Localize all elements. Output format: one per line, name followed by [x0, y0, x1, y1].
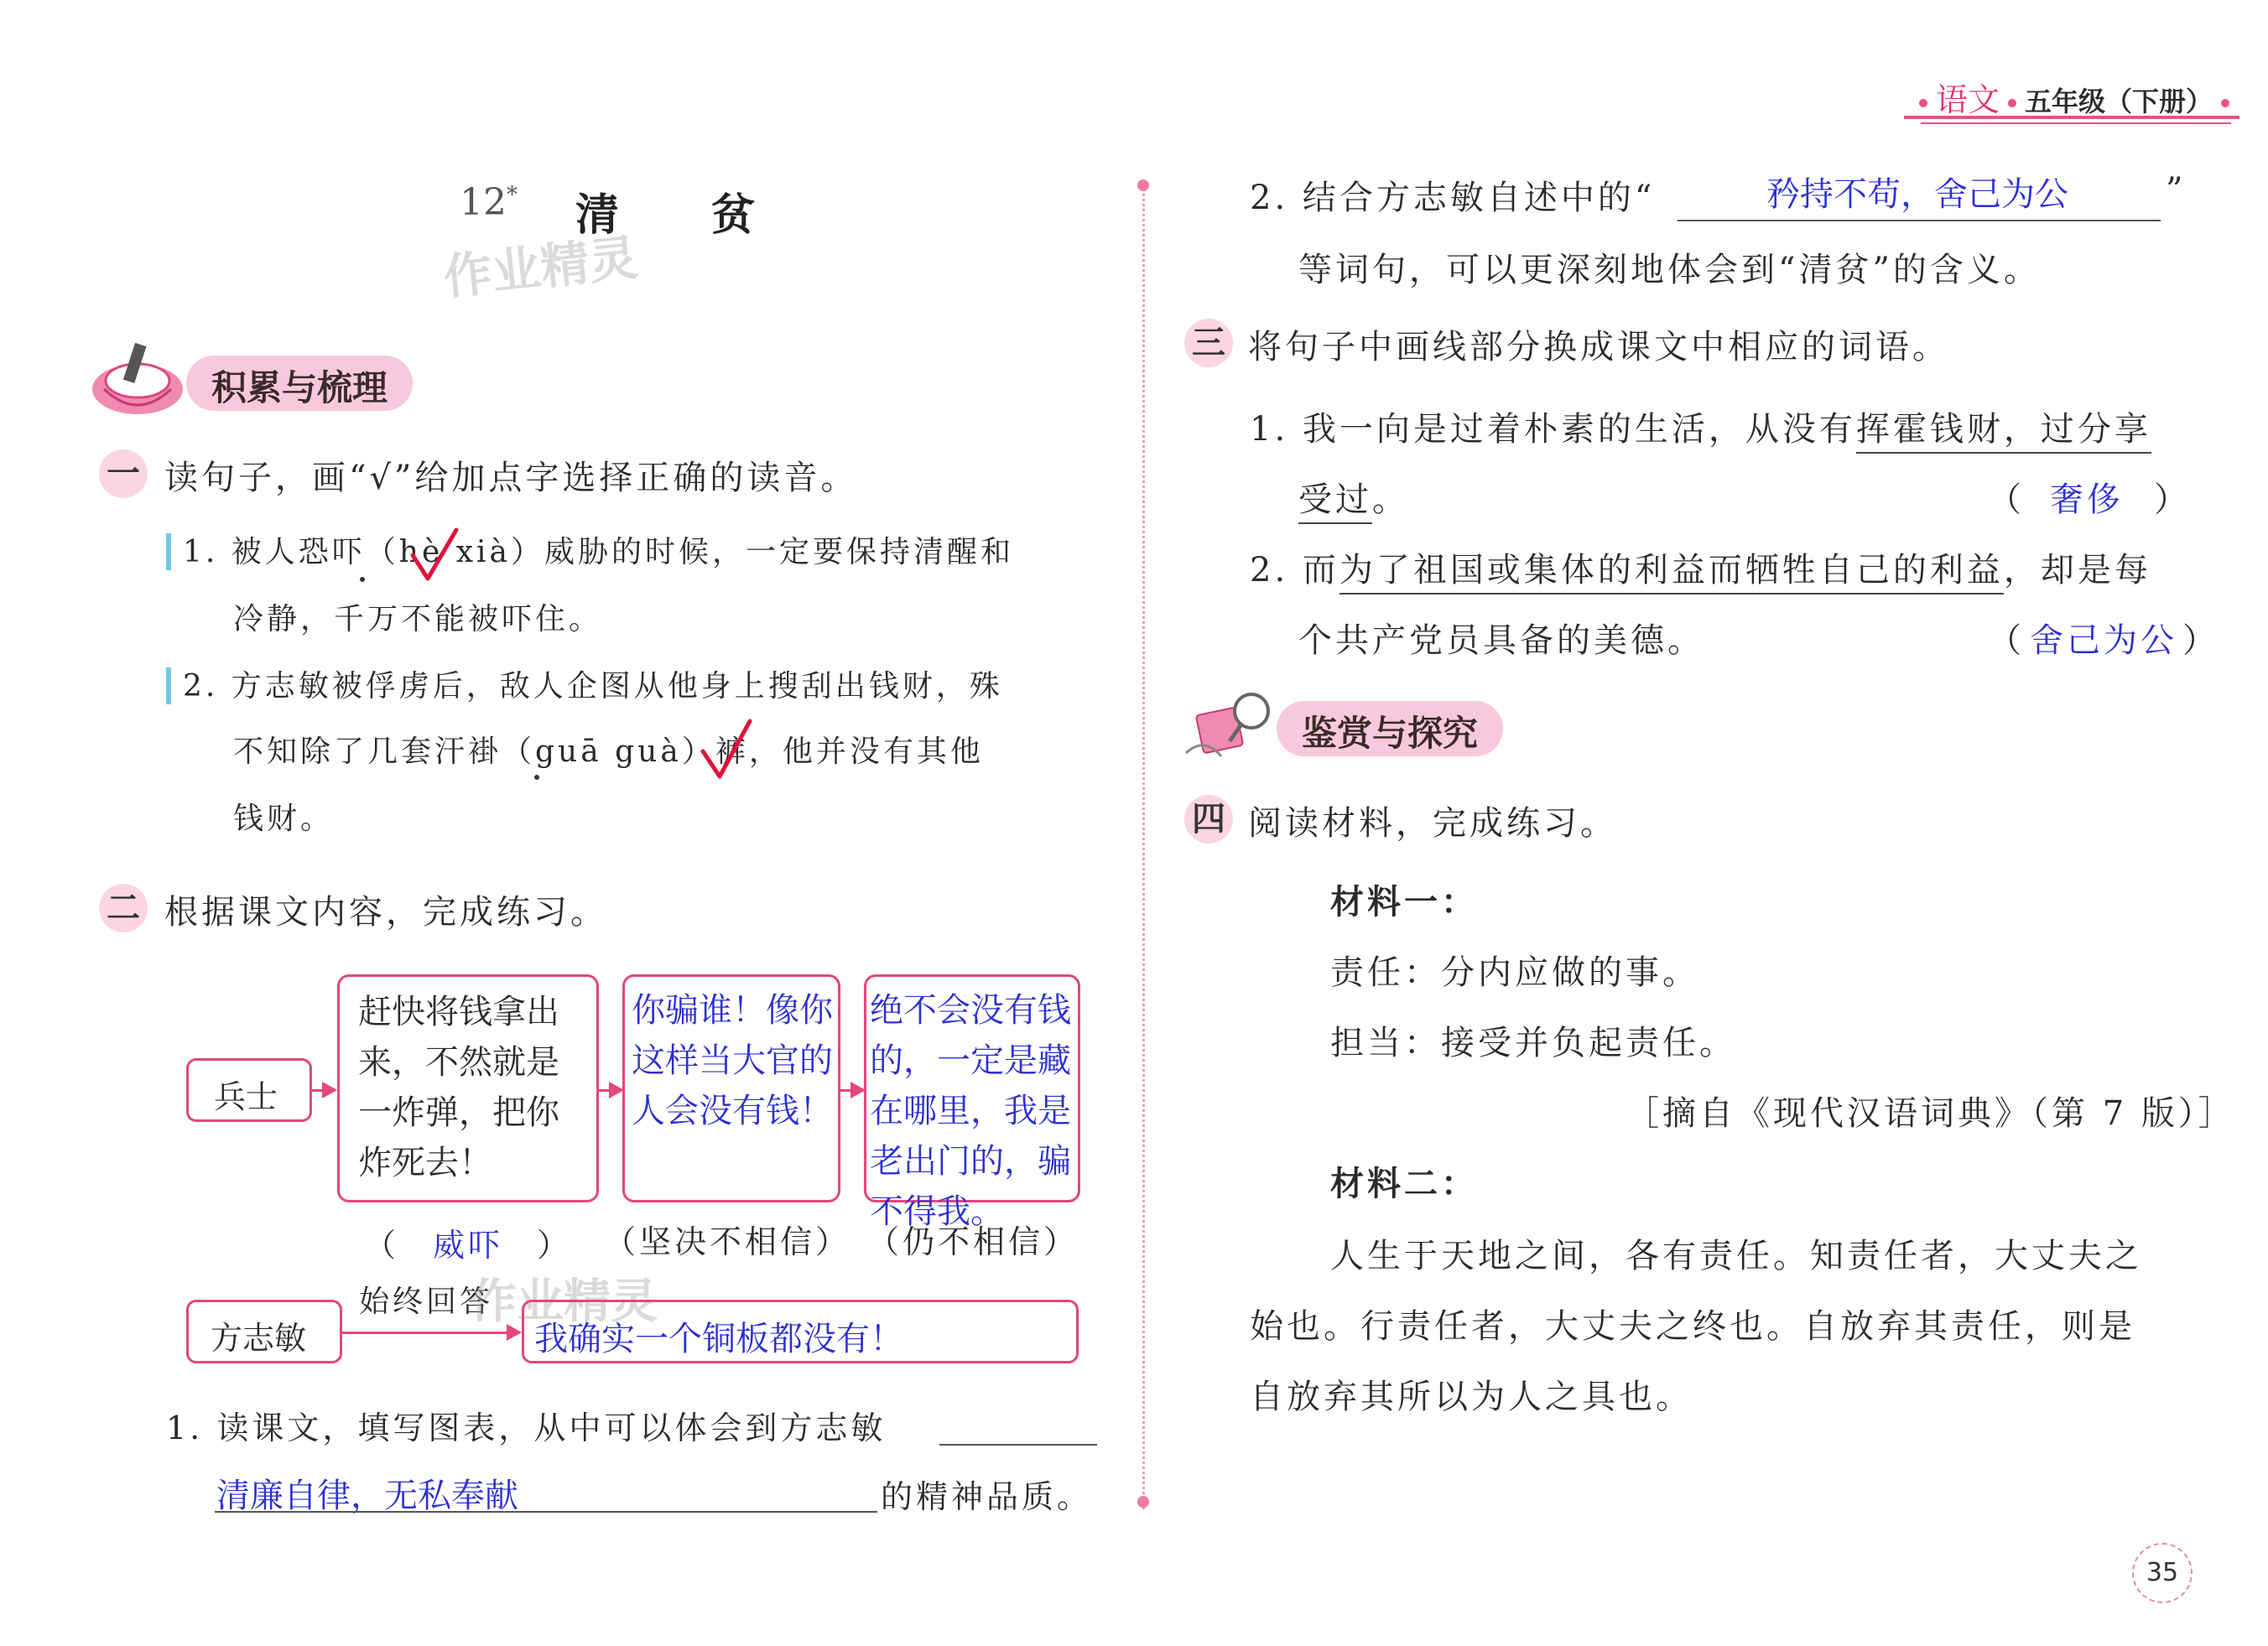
- answer-box-2-text: 你骗谁！像你这样当大官的人会没有钱！: [632, 991, 833, 1130]
- q1-prompt: 读句子，画“√”给加点字选择正确的读音。: [164, 459, 858, 497]
- q3-item1-answer: 奢侈: [2050, 480, 2124, 519]
- arrow-line: [342, 1332, 510, 1334]
- soldier-quote: 赶快将钱拿出来，不然就是一炸弹，把你炸死去！: [358, 993, 559, 1182]
- paren-2: （坚决不相信）: [604, 1223, 851, 1260]
- question-badge-1: 一: [99, 449, 148, 498]
- paren-1-answer: 威吓: [433, 1227, 504, 1264]
- q1-item2-line3: 钱财。: [233, 802, 335, 836]
- fang-label: 方志敏: [211, 1320, 307, 1357]
- fill-blank-line: [1678, 220, 2161, 221]
- answer-box-3: [864, 974, 1080, 1231]
- item-marker: [166, 667, 171, 704]
- lesson-title: 清贫: [575, 190, 848, 241]
- q2-2-answer: 矜持不苟，舍己为公: [1766, 175, 2068, 214]
- material-2-title: 材料二：: [1330, 1165, 1478, 1203]
- material-1-source: ［摘自《现代汉语词典》（第 7 版）］: [1626, 1094, 2235, 1133]
- material-1-title: 材料一：: [1330, 883, 1478, 922]
- brush-pot-icon: [87, 337, 196, 421]
- grade-label: 五年级（下册）: [2024, 86, 2213, 117]
- header-underline: [1904, 116, 2239, 119]
- sub1-line1: 1. 读课文，填写图表，从中可以体会到方志敏: [166, 1410, 887, 1446]
- soldier-quote-box: [337, 974, 599, 1202]
- q2-2-line2: 等词句，可以更深刻地体会到“清贫”的含义。: [1298, 251, 2041, 289]
- material-2-line3: 自放弃其所以为人之具也。: [1250, 1378, 1693, 1416]
- q3-prompt: 将句子中画线部分换成课文中相应的词语。: [1248, 328, 1949, 366]
- item-marker: [166, 533, 171, 570]
- bullet-dot-icon: [2221, 99, 2229, 107]
- sub1-line2-tail: 的精神品质。: [881, 1478, 1093, 1515]
- material-2-line2: 始也。行责任者，大丈夫之终也。自放弃其责任，则是: [1250, 1307, 2135, 1346]
- fill-blank-line: [215, 1511, 877, 1513]
- bullet-dot-icon: [1919, 99, 1927, 107]
- q3-item1-underlined: 挥霍钱财，过分享: [1856, 410, 2151, 454]
- question-badge-4: 四: [1184, 795, 1233, 844]
- soldier-box: [186, 1058, 312, 1122]
- material-1-line1: 责任：分内应做的事。: [1330, 953, 1699, 992]
- magnifier-book-icon: [1179, 686, 1280, 766]
- divider-dot-icon: [1137, 1496, 1149, 1508]
- always-answer-label: 始终回答: [359, 1285, 494, 1319]
- page-divider: [1142, 184, 1145, 1509]
- material-1-line2: 担当：接受并负起责任。: [1330, 1024, 1736, 1062]
- answer-box-3-text: 绝不会没有钱的，一定是藏在哪里，我是老出门的，骗不得我。: [870, 991, 1071, 1231]
- q2-prompt: 根据课文内容，完成练习。: [164, 893, 607, 932]
- watermark: 作业精灵: [440, 229, 641, 306]
- q1-item1-line1: 1. 被人恐吓（hè xià）威胁的时候，一定要保持清醒和: [183, 535, 1015, 569]
- page-number: 35: [2132, 1543, 2193, 1603]
- q2-2-line1-post: ”: [2166, 171, 2187, 210]
- emphasis-dot: [534, 775, 539, 780]
- q1-item2-line2: 不知除了几套汗褂（guā guà）裤，他并没有其他: [233, 735, 984, 769]
- q3-item2-paren: （ 舍己为公 ）: [1988, 621, 2219, 660]
- lesson-number: 12*: [460, 181, 518, 224]
- fill-blank-line: [939, 1444, 1097, 1446]
- q3-item2-underlined: 为了祖国或集体的利益而牺牲自己的利益: [1339, 551, 2004, 595]
- answer-box-2: [622, 974, 840, 1202]
- q1-item2-line1: 2. 方志敏被俘虏后，敌人企图从他身上搜刮出钱财，殊: [183, 669, 1003, 704]
- q3-item1-line1: 1. 我一向是过着朴素的生活，从没有挥霍钱财，过分享: [1250, 402, 2151, 450]
- q3-item2-line2: 个共产党员具备的美德。: [1298, 621, 1704, 660]
- page-header: [1911, 74, 2238, 120]
- header-underline-thin: [1921, 122, 2231, 124]
- watermark: 作业精灵: [470, 1275, 658, 1329]
- question-badge-3: 三: [1184, 319, 1233, 367]
- fang-answer: 我确实一个铜板都没有！: [534, 1320, 903, 1358]
- checkmark-icon: [700, 718, 753, 781]
- question-badge-2: 二: [99, 884, 148, 932]
- soldier-label: 兵士: [214, 1078, 278, 1115]
- q3-item1-underlined-2: 受过: [1298, 480, 1372, 524]
- q3-item2-line1: 2. 而为了祖国或集体的利益而牺牲自己的利益，却是每: [1250, 543, 2151, 591]
- subject-label: 语文: [1935, 81, 2000, 118]
- emphasis-dot: [360, 577, 365, 582]
- fang-answer-box: [522, 1300, 1079, 1363]
- q2-2-line1-pre: 2. 结合方志敏自述中的“: [1250, 179, 1656, 217]
- q4-prompt: 阅读材料，完成练习。: [1248, 804, 1617, 843]
- q1-item1-line2: 冷静，千万不能被吓住。: [233, 602, 603, 636]
- arrow-right-icon: [322, 1082, 337, 1098]
- paren-1: （ 威吓 ）: [364, 1227, 573, 1264]
- checkmark-icon: [409, 527, 460, 585]
- material-2-line1: 人生于天地之间，各有责任。知责任者，大丈夫之: [1330, 1237, 2142, 1275]
- q3-item2-answer: 舍己为公: [2030, 621, 2177, 660]
- bullet-dot-icon: [2008, 99, 2016, 107]
- section-banner-accumulate: 积累与梳理: [186, 356, 413, 411]
- paren-3: （仍不相信）: [867, 1223, 1079, 1260]
- q3-item1-paren: （ 奢侈 ）: [1988, 480, 2191, 519]
- sub1-answer: 清廉自律，无私奉献: [216, 1477, 518, 1515]
- section-banner-appreciate: 鉴赏与探究: [1277, 701, 1503, 756]
- divider-dot-icon: [1137, 179, 1149, 191]
- fang-box: [186, 1300, 342, 1363]
- q3-item1-line2: 受过。: [1298, 473, 1409, 521]
